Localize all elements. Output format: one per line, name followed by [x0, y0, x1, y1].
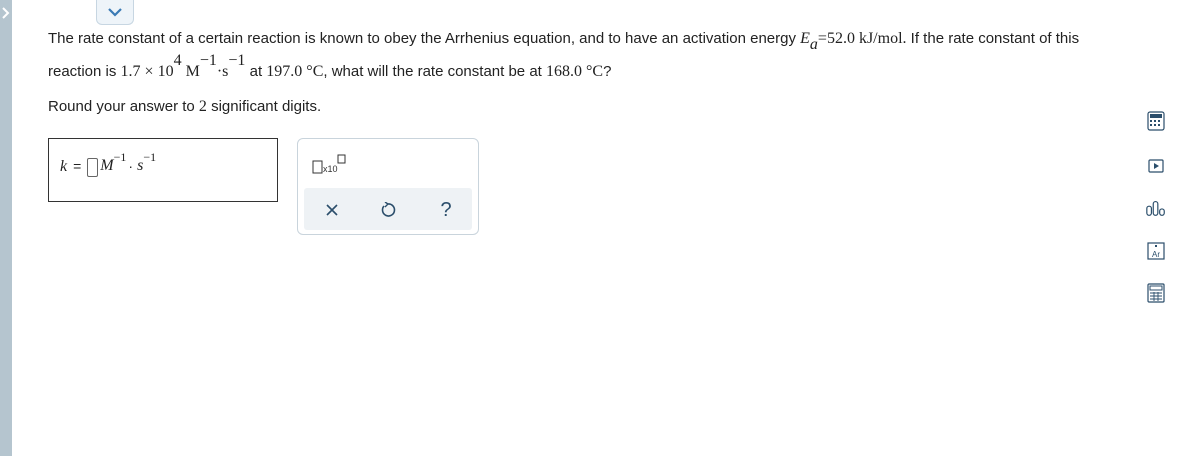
answer-variable: k — [60, 158, 68, 175]
help-button[interactable] — [432, 196, 460, 224]
help-icon: ? — [440, 198, 452, 221]
chart-icon — [1145, 199, 1167, 217]
question-text: If the rate constant of this — [906, 30, 1080, 47]
clear-button[interactable] — [318, 196, 346, 224]
answer-expression — [60, 150, 157, 177]
rate-constant-exponent: 4 — [173, 51, 182, 69]
rate-constant-value: 1.7 × 10 — [120, 63, 174, 80]
reference-button[interactable] — [1145, 282, 1167, 304]
question-line-1 — [48, 30, 1080, 53]
question-text: at — [245, 63, 267, 80]
x10-icon — [312, 154, 350, 176]
question-text: significant digits. — [206, 98, 322, 115]
answer-input[interactable] — [87, 158, 98, 177]
answer-unit-dot: · — [128, 158, 134, 174]
answer-unit-s: s — [137, 157, 144, 174]
scientific-notation-button[interactable] — [312, 154, 350, 176]
math-toolbar — [297, 138, 479, 235]
close-icon — [325, 203, 339, 217]
periodic-table-icon — [1147, 242, 1165, 260]
answer-unit-m-exp: −1 — [113, 150, 127, 164]
calculator-icon — [1147, 111, 1165, 131]
video-button[interactable] — [1145, 155, 1167, 177]
undo-icon — [380, 202, 396, 218]
rate-constant-unit-m: M — [181, 63, 200, 80]
chevron-right-icon — [1, 6, 11, 20]
rate-constant-unit-m-exp: −1 — [199, 51, 217, 69]
answer-unit-s-exp: −1 — [143, 150, 157, 164]
significant-digits-value: 2 — [198, 98, 207, 115]
video-icon — [1148, 159, 1164, 173]
svg-text:Ar: Ar — [1152, 250, 1160, 259]
collapse-header-button[interactable] — [96, 0, 134, 25]
activation-energy-symbol: E — [800, 30, 810, 47]
temperature-2: 168.0 °C — [546, 63, 604, 80]
rate-constant-unit-s: ·s — [216, 63, 229, 80]
temperature-1: 197.0 °C — [266, 63, 324, 80]
chevron-down-icon — [107, 7, 123, 17]
calculator-button[interactable] — [1145, 110, 1167, 132]
answer-unit-m: M — [100, 157, 114, 174]
toolbar-actions — [304, 188, 472, 230]
expand-sidebar-button[interactable] — [0, 0, 12, 456]
question-line-2 — [48, 51, 612, 81]
data-button[interactable] — [1145, 197, 1167, 219]
activation-energy-value: =52.0 kJ/mol. — [817, 30, 907, 47]
question-text: ? — [603, 63, 612, 80]
question-line-3 — [48, 98, 321, 116]
rate-constant-unit-s-exp: −1 — [228, 51, 246, 69]
question-text: The rate constant of a certain reaction is known to obey the Arrhenius equation, and to have an activation energy — [48, 30, 801, 47]
activation-energy-subscript: a — [809, 35, 818, 53]
reference-icon — [1147, 283, 1165, 303]
answer-box — [48, 138, 278, 202]
periodic-table-button[interactable] — [1145, 240, 1167, 262]
question-text: Round your answer to — [48, 98, 199, 115]
question-text: reaction is — [48, 63, 121, 80]
svg-text:x10: x10 — [323, 164, 338, 174]
question-text: , what will the rate constant be at — [323, 63, 546, 80]
undo-button[interactable] — [374, 196, 402, 224]
answer-equals: = — [73, 158, 82, 174]
